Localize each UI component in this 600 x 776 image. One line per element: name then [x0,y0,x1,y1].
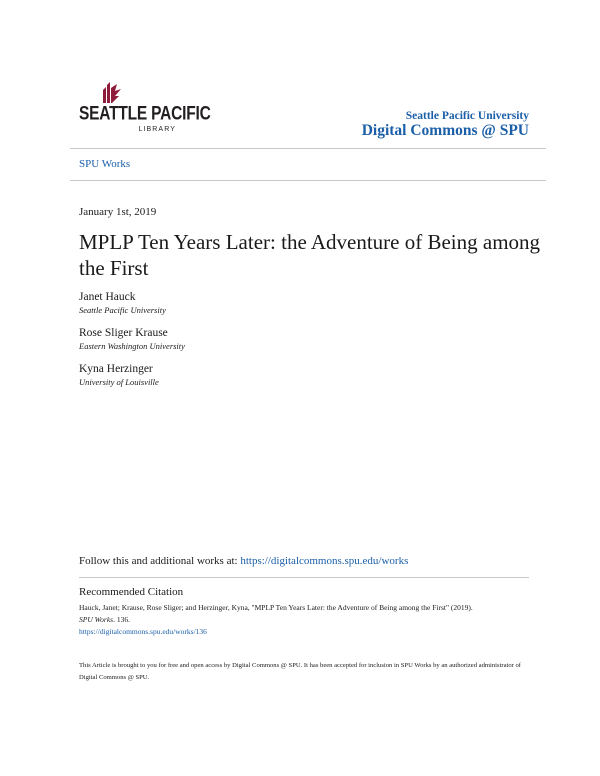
repository-link[interactable]: Digital Commons @ SPU [361,122,529,139]
citation-link[interactable]: https://digitalcommons.spu.edu/works/136 [79,627,207,636]
citation-divider [79,577,529,578]
author-name: Kyna Herzinger [79,363,153,375]
logo-wordmark: SEATTLE PACIFIC [79,103,211,125]
author-affiliation: Eastern Washington University [79,341,185,351]
citation-journal: SPU Works [79,615,114,624]
header-divider [70,148,546,149]
citation-body: Hauck, Janet; Krause, Rose Sliger; and Herzinger, Kyna, "MPLP Ten Years Later: the Adventure of Being among the First" (2019). [79,603,473,612]
follow-line [79,555,408,567]
follow-label: Follow this and additional works at: [79,555,241,567]
author-name: Janet Hauck [79,291,136,303]
author-affiliation: University of Louisville [79,377,159,387]
citation-number: . 136. [113,615,130,624]
publication-date: January 1st, 2019 [79,206,157,218]
series-divider [70,180,546,181]
author-block [79,327,185,351]
citation-heading: Recommended Citation [79,586,184,598]
author-block [79,363,159,387]
access-notice: This Article is brought to you for free and open access by Digital Commons @ SPU. It has been accepted for inclusion in SPU Works by an authorized administrator of Digital Commons @ SPU. [79,662,521,681]
article-title: MPLP Ten Years Later: the Adventure of Being among the First [79,230,541,280]
institution-link[interactable]: Seattle Pacific University [405,110,529,122]
works-link[interactable]: https://digitalcommons.spu.edu/works [240,555,409,567]
series-link[interactable]: SPU Works [79,158,131,170]
flame-logo-icon [95,82,123,104]
author-affiliation: Seattle Pacific University [79,305,166,315]
logo-subtext: LIBRARY [138,126,176,133]
author-name: Rose Sliger Krause [79,327,168,339]
library-logo[interactable] [79,82,211,138]
author-block [79,291,166,315]
citation-text [79,602,539,638]
